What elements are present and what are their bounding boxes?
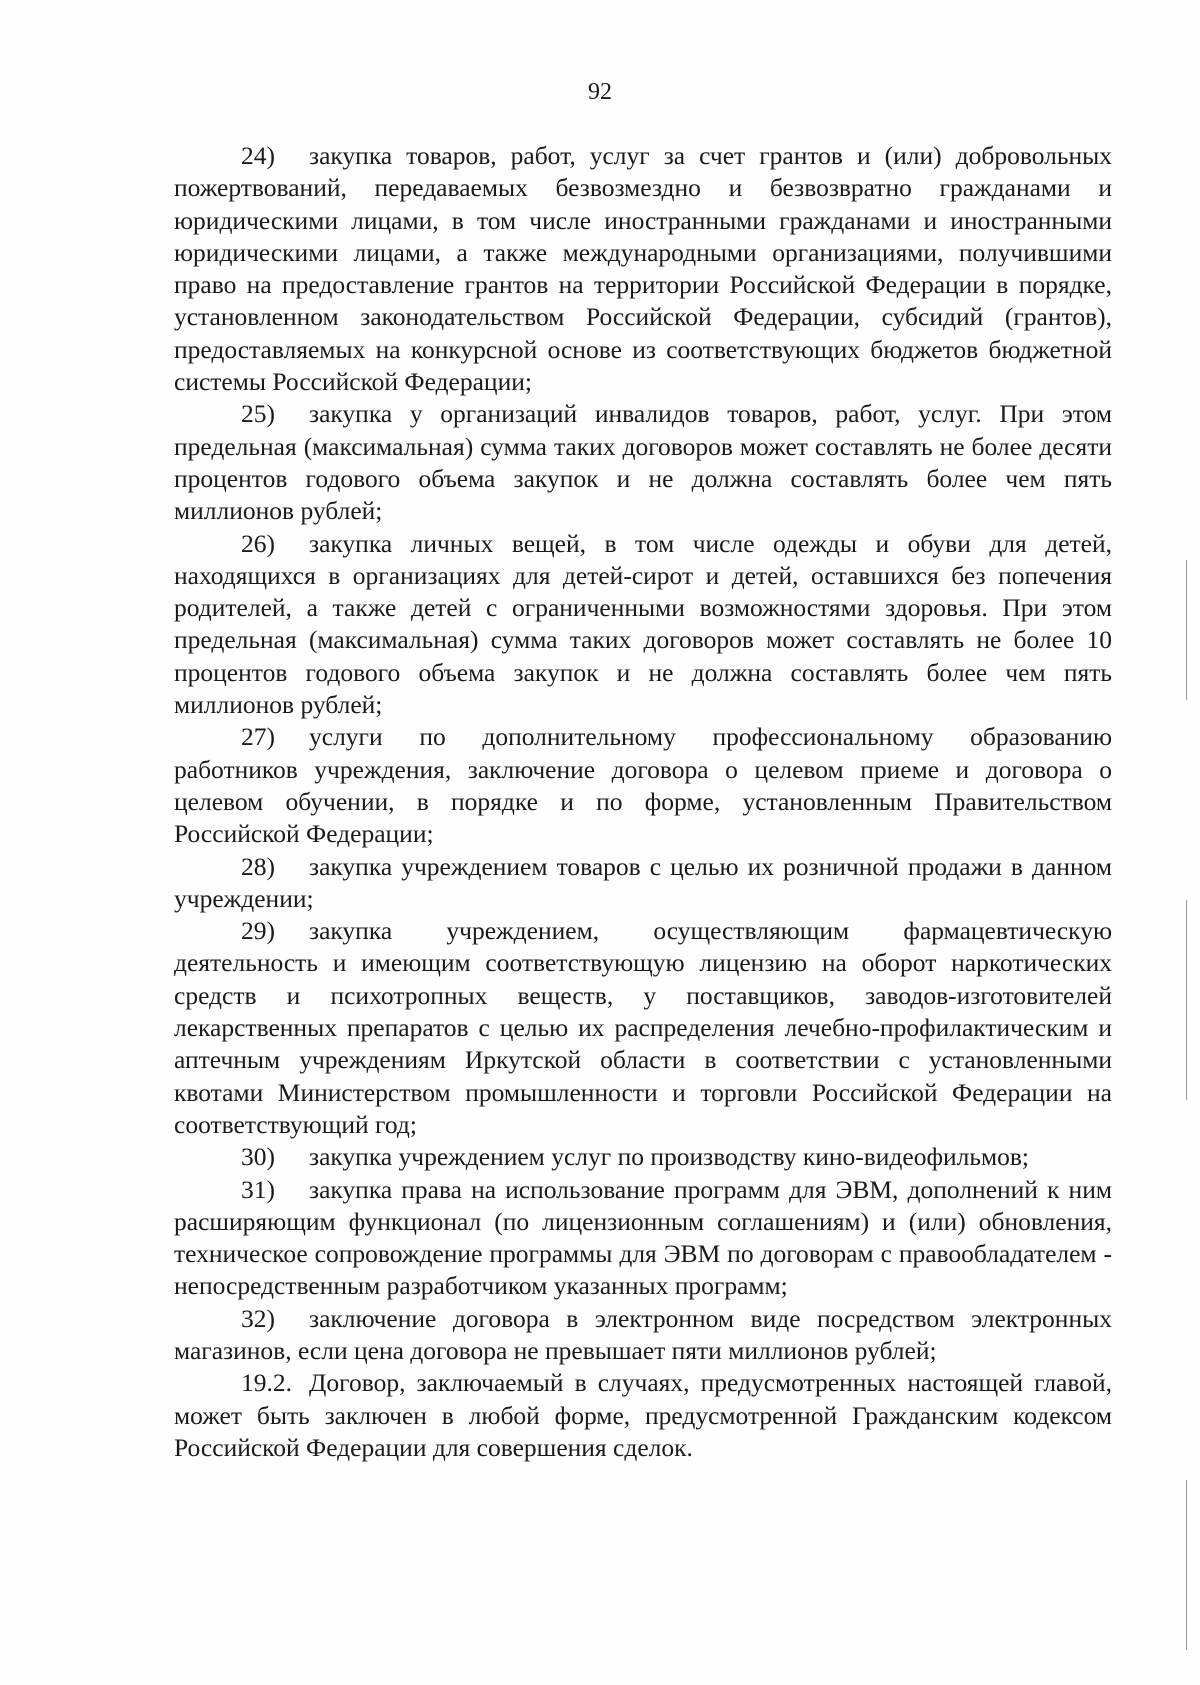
item-text: закупка права на использование программ для ЭВМ, дополнений к ним расширяющим функционал (по лицензионным соглашениям) и (или) обновления, техническое сопровождение программы для ЭВМ по договорам с правообладателем - непосредственным разработчиком указанных программ; bbox=[174, 1174, 1112, 1301]
item-number: 31) bbox=[241, 1174, 275, 1204]
section-number: 19.2. bbox=[241, 1368, 292, 1398]
list-item-26 bbox=[174, 528, 1112, 722]
item-text: закупка личных вещей, в том числе одежды и обуви для детей, находящихся в организациях для детей-сирот и детей, оставшихся без попечения родителей, а также детей с ограниченными возможностями здоровья. При этом предельная (максимальная) сумма таких договоров может составлять не более 10 процентов годового объема закупок и не должна составлять более чем пять миллионов рублей; bbox=[174, 528, 1112, 720]
scan-edge-line bbox=[1186, 560, 1187, 700]
list-item-31 bbox=[174, 1174, 1112, 1303]
list-item-25 bbox=[174, 398, 1112, 527]
list-item-32 bbox=[174, 1303, 1112, 1368]
list-item-24 bbox=[174, 140, 1112, 398]
item-number: 29) bbox=[241, 916, 275, 946]
item-text: закупка у организаций инвалидов товаров, работ, услуг. При этом предельная (максимальная) сумма таких договоров может составлять не более десяти процентов годового объема закупок и не должна составлять более чем пять миллионов рублей; bbox=[174, 399, 1112, 526]
list-item-28 bbox=[174, 851, 1112, 916]
item-text: закупка учреждением товаров с целью их розничной продажи в данном учреждении; bbox=[174, 851, 1112, 913]
section-19-2 bbox=[174, 1367, 1112, 1464]
item-text: закупка учреждением, осуществляющим фармацевтическую деятельность и имеющим соответствующую лицензию на оборот наркотических средств и психотропных веществ, у поставщиков, заводов-изготовителей лекарственных препаратов с целью их распределения лечебно-профилактическим и аптечным учреждениям Иркутской области в соответствии с установленными квотами Министерством промышленности и торговли Российской Федерации на соответствующий год; bbox=[174, 916, 1112, 1139]
item-number: 30) bbox=[241, 1142, 275, 1172]
page-number: 92 bbox=[588, 79, 612, 105]
item-number: 24) bbox=[241, 141, 275, 170]
item-number: 28) bbox=[241, 851, 275, 881]
item-number: 25) bbox=[241, 399, 275, 429]
item-number: 27) bbox=[241, 722, 275, 752]
item-text: услуги по дополнительному профессиональному образованию работников учреждения, заключение договора о целевом приеме и договора о целевом обучении, в порядке и по форме, установленным Правительством Российской Федерации; bbox=[174, 722, 1112, 849]
scan-edge-line bbox=[1186, 900, 1187, 1100]
document-body bbox=[174, 140, 1112, 1464]
item-number: 26) bbox=[241, 528, 275, 558]
item-text: закупка товаров, работ, услуг за счет грантов и (или) добровольных пожертвований, передаваемых безвозмездно и безвозвратно гражданами и юридическими лицами, в том числе иностранными гражданами и иностранными юридическими лицами, а также международными организациями, получившими право на предоставление грантов на территории Российской Федерации в порядке, установленном законодательством Российской Федерации, субсидий (грантов), предоставляемых на конкурсной основе из соответствующих бюджетов бюджетной системы Российской Федерации; bbox=[174, 141, 1112, 397]
section-text: Договор, заключаемый в случаях, предусмотренных настоящей главой, может быть заключен в любой форме, предусмотренной Гражданским кодексом Российской Федерации для совершения сделок. bbox=[174, 1368, 1112, 1462]
scan-edge-line bbox=[1186, 1480, 1187, 1650]
list-item-29 bbox=[174, 915, 1112, 1141]
list-item-27 bbox=[174, 721, 1112, 850]
item-text: заключение договора в электронном виде посредством электронных магазинов, если цена договора не превышает пяти миллионов рублей; bbox=[174, 1303, 1112, 1365]
list-item-30 bbox=[174, 1141, 1112, 1173]
item-text: закупка учреждением услуг по производству кино-видеофильмов; bbox=[309, 1142, 1030, 1172]
item-number: 32) bbox=[241, 1303, 275, 1333]
